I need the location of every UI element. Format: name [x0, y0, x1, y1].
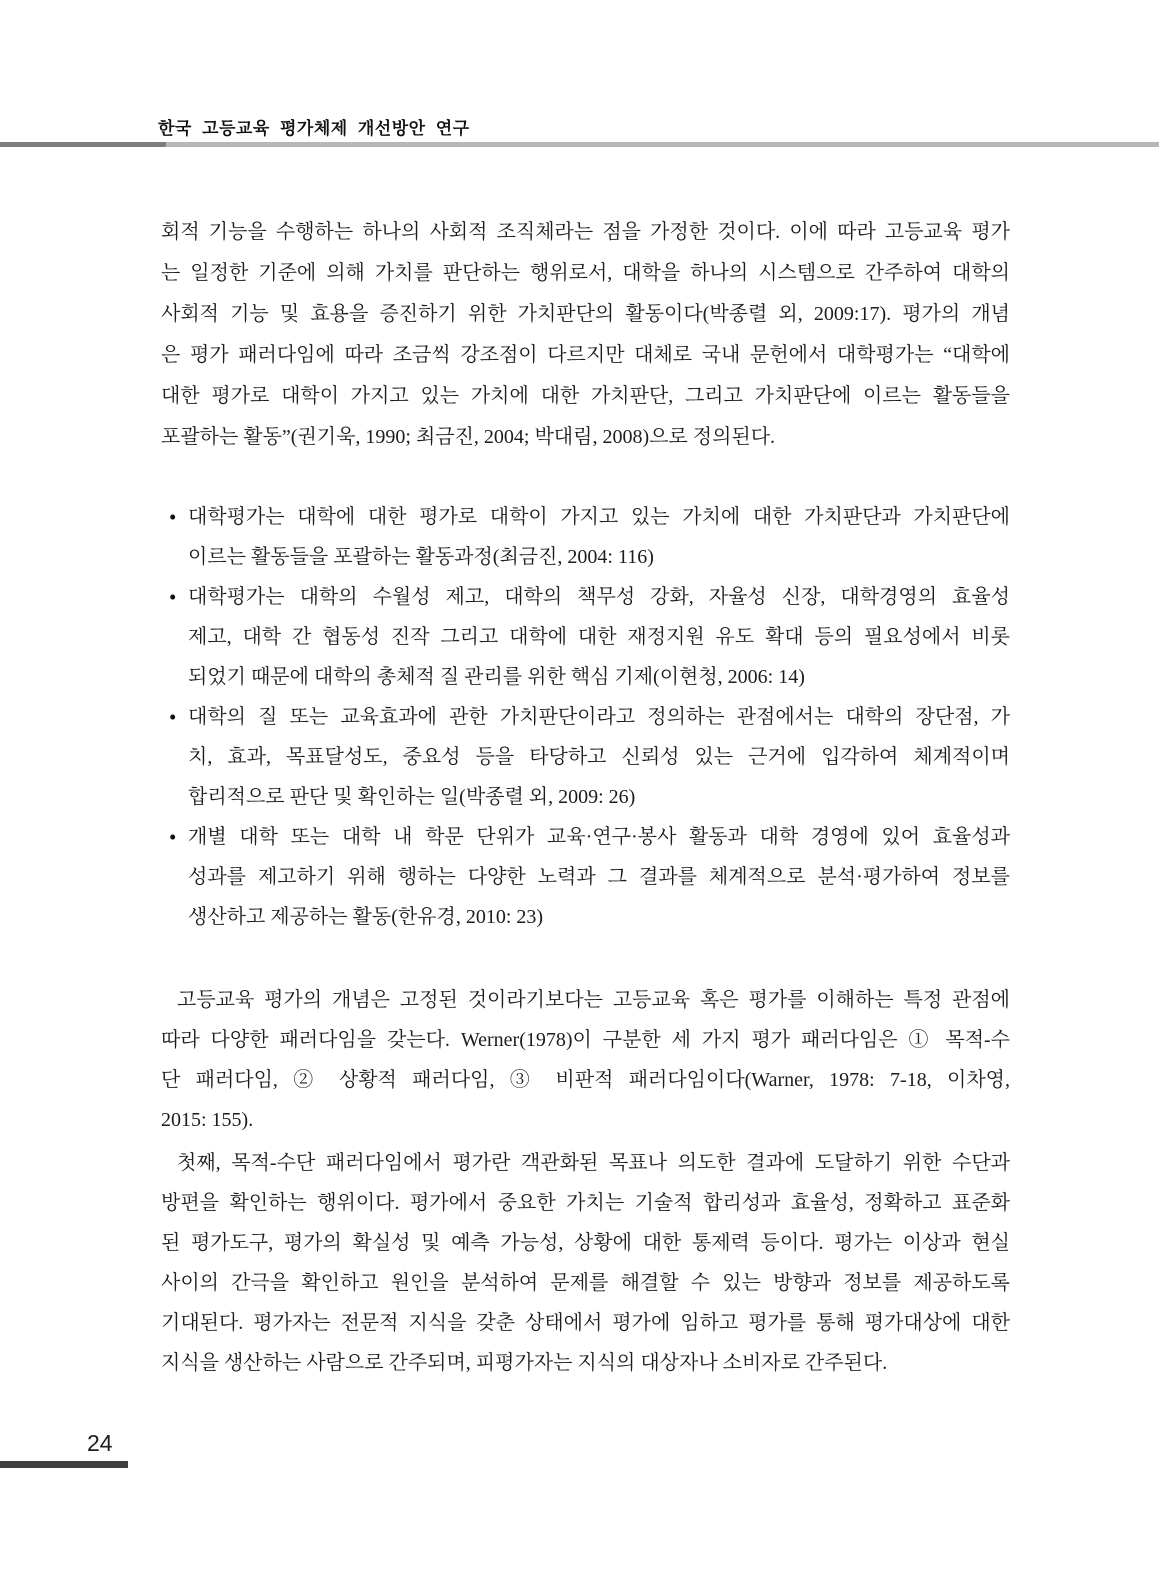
text-line: 대한 평가로 대학이 가지고 있는 가치에 대한 가치판단, 그리고 가치판단에 이르는 활동들을 — [161, 385, 1010, 407]
text-line: 는 일정한 기준에 의해 가치를 판단하는 행위로서, 대학을 하나의 시스템으로 간주하여 대학의 — [161, 262, 1010, 284]
text-line: 된 평가도구, 평가의 확실성 및 예측 가능성, 상황에 대한 통제력 등이다. 평가는 이상과 현실 — [161, 1232, 1010, 1254]
running-header-title: 한국 고등교육 평가체제 개선방안 연구 — [158, 119, 470, 138]
text-line: 대학의 질 또는 교육효과에 관한 가치판단이라고 정의하는 관점에서는 대학의 장단점, 가 — [188, 706, 1010, 728]
paragraph-3 — [161, 1143, 1010, 1383]
text-line: 대학평가는 대학의 수월성 제고, 대학의 책무성 강화, 자율성 신장, 대학경영의 효율성 — [188, 586, 1010, 608]
text-line: 치, 효과, 목표달성도, 중요성 등을 타당하고 신뢰성 있는 근거에 입각하여 체계적이며 — [188, 746, 1010, 768]
text-line: 은 평가 패러다임에 따라 조금씩 강조점이 다르지만 대체로 국내 문헌에서 대학평가는 “대학에 — [161, 344, 1010, 366]
page-number: 24 — [87, 1430, 113, 1456]
text-line: 개별 대학 또는 대학 내 학문 단위가 교육·연구·봉사 활동과 대학 경영에 있어 효율성과 — [188, 826, 1010, 848]
paragraph-1 — [161, 212, 1010, 458]
text-line: 지식을 생산하는 사람으로 간주되며, 피평가자는 지식의 대상자나 소비자로 간주된다. — [161, 1352, 888, 1374]
text-line: 사회적 기능 및 효용을 증진하기 위한 가치판단의 활동이다(박종렬 외, 2009:17). 평가의 개념 — [161, 303, 1010, 325]
text-line: 사이의 간극을 확인하고 원인을 분석하여 문제를 해결할 수 있는 방향과 정보를 제공하도록 — [161, 1272, 1010, 1294]
bullet-item — [161, 697, 1010, 817]
text-line: 이르는 활동들을 포괄하는 활동과정(최금진, 2004: 116) — [188, 546, 654, 568]
text-line: 2015: 155). — [161, 1109, 254, 1131]
header-rule — [0, 142, 1159, 147]
paragraph-2 — [161, 980, 1010, 1140]
text-line: 성과를 제고하기 위해 행하는 다양한 노력과 그 결과를 체계적으로 분석·평가하여 정보를 — [188, 866, 1010, 888]
text-line: 단 패러다임, ② 상황적 패러다임, ③ 비판적 패러다임이다(Warner, 1978: 7-18, 이차영, — [161, 1069, 1010, 1091]
bullet-item — [161, 497, 1010, 577]
bullet-icon: • — [169, 505, 177, 529]
footer-bar-decoration — [0, 1461, 128, 1468]
page-body — [161, 212, 1010, 1383]
text-line: 생산하고 제공하는 활동(한유경, 2010: 23) — [188, 906, 544, 928]
text-line: 첫째, 목적-수단 패러다임에서 평가란 객관화된 목표나 의도한 결과에 도달하기 위한 수단과 — [177, 1152, 1010, 1174]
bullet-icon: • — [169, 825, 177, 849]
text-line: 기대된다. 평가자는 전문적 지식을 갖춘 상태에서 평가에 임하고 평가를 통해 평가대상에 대한 — [161, 1312, 1010, 1334]
text-line: 대학평가는 대학에 대한 평가로 대학이 가지고 있는 가치에 대한 가치판단과 가치판단에 — [188, 506, 1010, 528]
bullet-icon: • — [169, 705, 177, 729]
bullet-icon: • — [169, 585, 177, 609]
text-line: 제고, 대학 간 협동성 진작 그리고 대학에 대한 재정지원 유도 확대 등의 필요성에서 비롯 — [188, 626, 1010, 648]
bullet-list — [161, 497, 1010, 937]
text-line: 고등교육 평가의 개념은 고정된 것이라기보다는 고등교육 혹은 평가를 이해하는 특정 관점에 — [177, 989, 1010, 1011]
text-line: 회적 기능을 수행하는 하나의 사회적 조직체라는 점을 가정한 것이다. 이에 따라 고등교육 평가 — [161, 221, 1010, 243]
header-rule-dark-segment — [0, 142, 166, 147]
text-line: 되었기 때문에 대학의 총체적 질 관리를 위한 핵심 기제(이현청, 2006: 14) — [188, 666, 805, 688]
text-line: 합리적으로 판단 및 확인하는 일(박종렬 외, 2009: 26) — [188, 786, 636, 808]
bullet-item — [161, 817, 1010, 937]
text-line: 방편을 확인하는 행위이다. 평가에서 중요한 가치는 기술적 합리성과 효율성, 정확하고 표준화 — [161, 1192, 1010, 1214]
bullet-item — [161, 577, 1010, 697]
text-line: 포괄하는 활동”(권기욱, 1990; 최금진, 2004; 박대림, 2008)으로 정의된다. — [161, 426, 776, 448]
text-line: 따라 다양한 패러다임을 갖는다. Werner(1978)이 구분한 세 가지 평가 패러다임은 ① 목적-수 — [161, 1029, 1010, 1051]
